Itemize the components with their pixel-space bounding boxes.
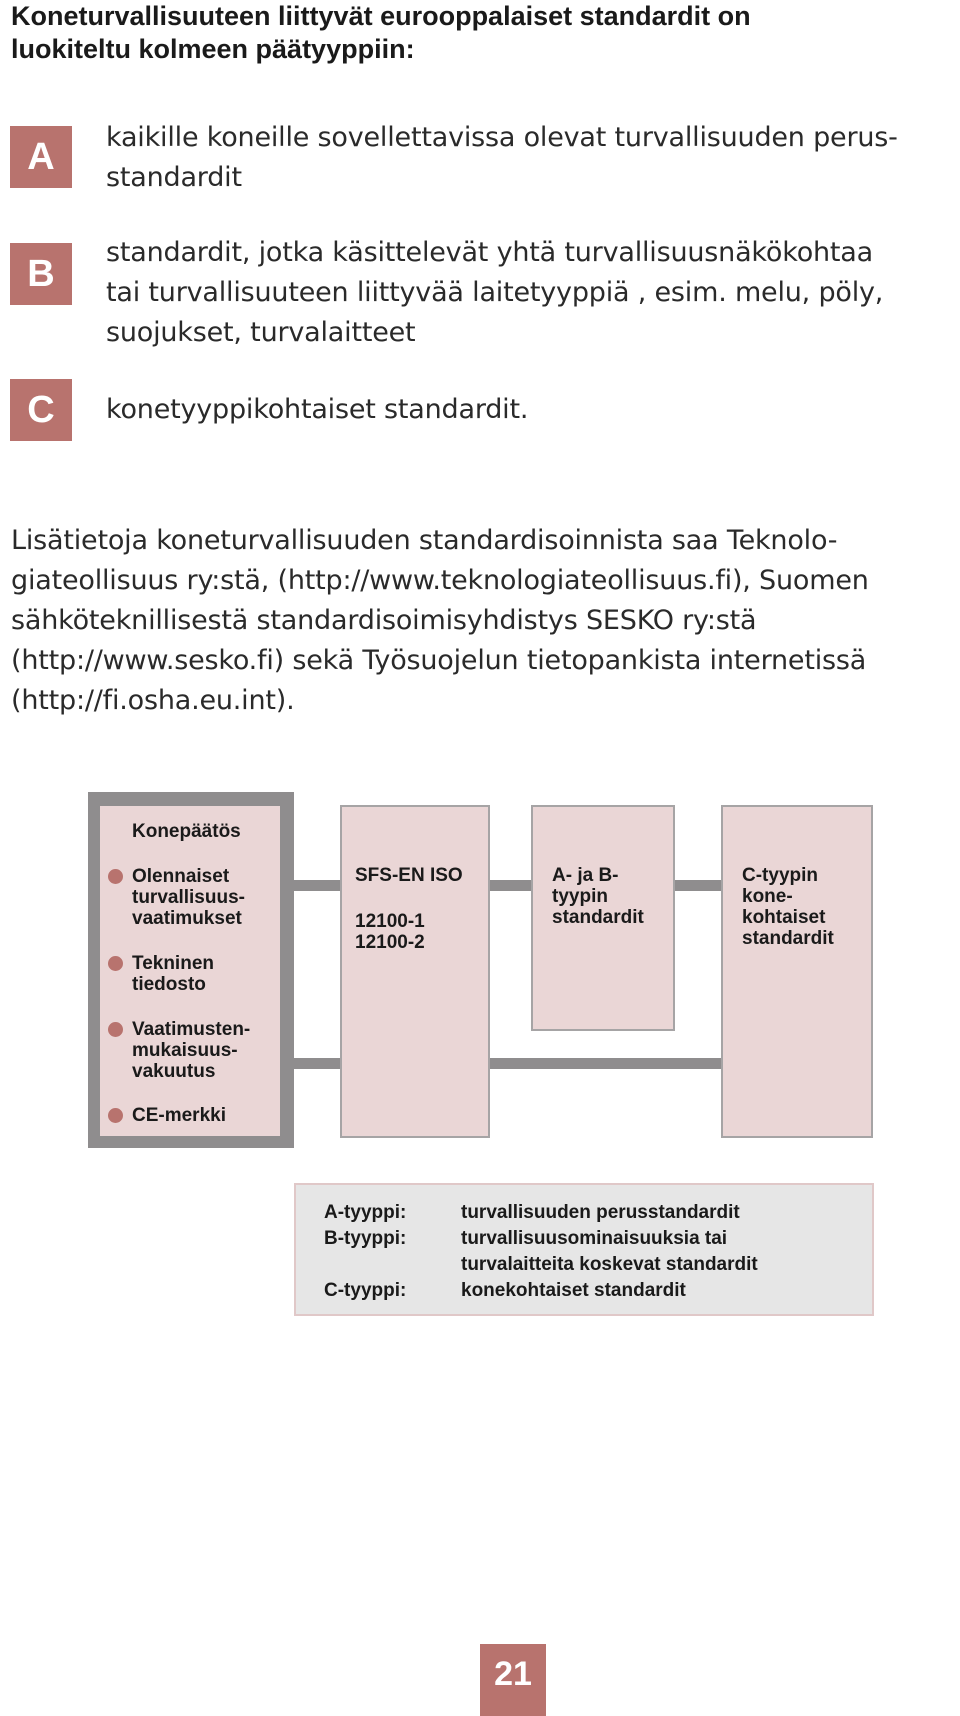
bullet-icon bbox=[108, 1022, 123, 1037]
type-a-description bbox=[106, 118, 946, 198]
konepaatos-title: Konepäätös bbox=[132, 821, 241, 842]
sfs-en-iso-box bbox=[340, 805, 490, 1138]
konepaatos-item-4: CE-merkki bbox=[132, 1105, 226, 1126]
type-a-badge: A bbox=[10, 126, 72, 188]
type-b-badge: B bbox=[10, 243, 72, 305]
legend-key-b: B-tyyppi: bbox=[324, 1228, 407, 1249]
info-paragraph bbox=[11, 521, 956, 721]
page-heading bbox=[11, 0, 911, 66]
sfs-en-iso-title: SFS-EN ISO bbox=[355, 865, 463, 886]
legend-key-c: C-tyyppi: bbox=[324, 1280, 407, 1301]
type-a-line-2: standardit bbox=[106, 162, 242, 193]
bullet-icon bbox=[108, 1108, 123, 1123]
legend-key-a: A-tyyppi: bbox=[324, 1202, 407, 1223]
ab-type-text: A- ja B- tyypin standardit bbox=[552, 865, 644, 928]
konepaatos-item-3: Vaatimusten- mukaisuus- vakuutus bbox=[132, 1019, 251, 1082]
type-b-line-3: suojukset, turvalaitteet bbox=[106, 317, 416, 348]
type-a-line-1: kaikille koneille sovellettavissa olevat turvallisuuden perus- bbox=[106, 122, 898, 153]
sfs-en-iso-codes: 12100-1 12100-2 bbox=[355, 911, 425, 953]
bullet-icon bbox=[108, 956, 123, 971]
info-line-5: (http://fi.osha.eu.int). bbox=[11, 685, 295, 716]
info-line-1: Lisätietoja koneturvallisuuden standardisoinnista saa Teknolo- bbox=[11, 525, 838, 556]
page-number: 21 bbox=[480, 1644, 546, 1716]
legend-value-b: turvallisuusominaisuuksia tai turvalaitteita koskevat standardit bbox=[461, 1228, 758, 1275]
type-b-line-2: tai turvallisuuteen liittyvää laitetyyppiä , esim. melu, pöly, bbox=[106, 277, 884, 308]
type-b-line-1: standardit, jotka käsittelevät yhtä turvallisuusnäkökohtaa bbox=[106, 237, 873, 268]
info-line-2: giateollisuus ry:stä, (http://www.teknologiateollisuus.fi), Suomen bbox=[11, 565, 869, 596]
type-c-line-1: konetyyppikohtaiset standardit. bbox=[106, 394, 529, 425]
type-b-description bbox=[106, 233, 946, 353]
c-type-box bbox=[721, 805, 873, 1138]
konepaatos-item-1: Olennaiset turvallisuus- vaatimukset bbox=[132, 866, 245, 929]
info-line-4: (http://www.sesko.fi) sekä Työsuojelun tietopankista internetissä bbox=[11, 645, 867, 676]
info-line-3: sähköteknillisestä standardisoimisyhdistys SESKO ry:stä bbox=[11, 605, 757, 636]
type-c-description bbox=[106, 390, 946, 430]
c-type-text: C-tyypin kone- kohtaiset standardit bbox=[742, 865, 834, 949]
type-c-badge: C bbox=[10, 379, 72, 441]
heading-line-2: luokiteltu kolmeen päätyyppiin: bbox=[11, 34, 415, 64]
legend-value-a: turvallisuuden perusstandardit bbox=[461, 1202, 740, 1223]
konepaatos-item-2: Tekninen tiedosto bbox=[132, 953, 214, 995]
heading-line-1: Koneturvallisuuteen liittyvät eurooppalaiset standardit on bbox=[11, 1, 751, 31]
bullet-icon bbox=[108, 869, 123, 884]
legend-value-c: konekohtaiset standardit bbox=[461, 1280, 686, 1301]
